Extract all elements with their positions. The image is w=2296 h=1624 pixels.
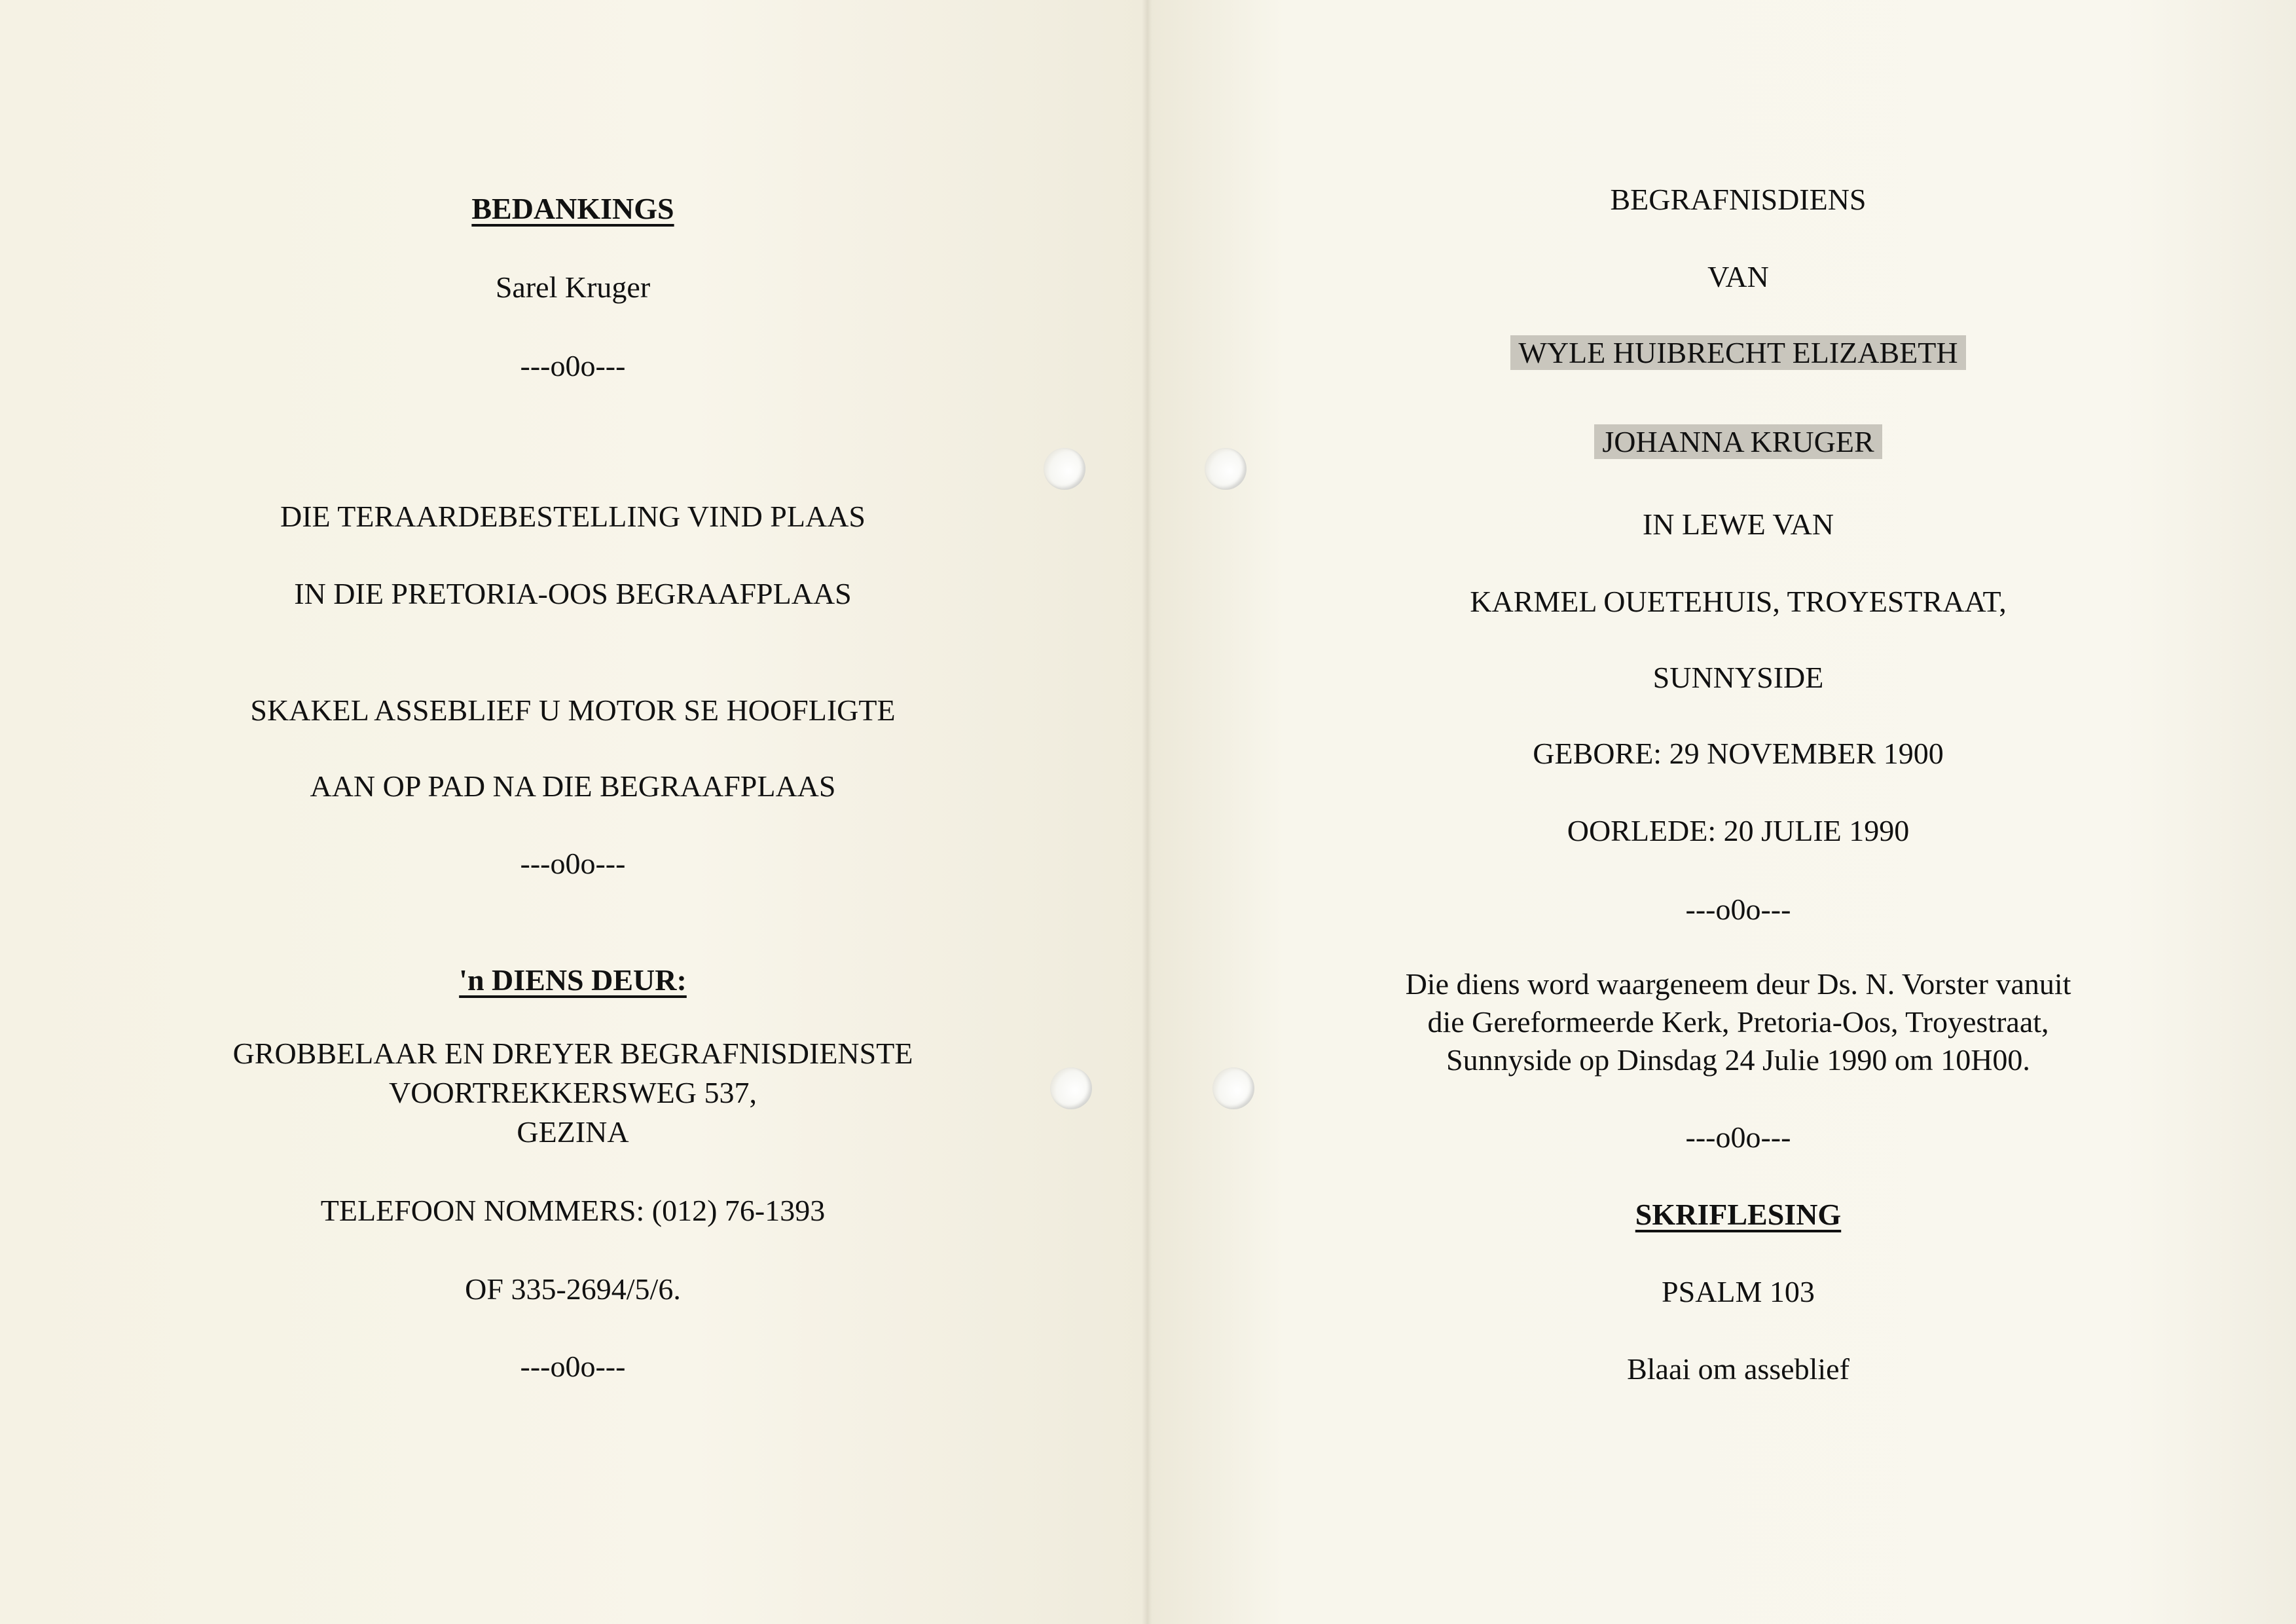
- phone-numbers-alt: OF 335-2694/5/6.: [465, 1272, 681, 1306]
- service-by-heading: 'n DIENS DEUR:: [459, 963, 687, 997]
- page-fold: [1142, 0, 1152, 1624]
- deceased-name-1: WYLE HUIBRECHT ELIZABETH: [1510, 335, 1965, 370]
- left-content: [131, 0, 1015, 1624]
- residence-line-2: SUNNYSIDE: [1652, 661, 1824, 694]
- separator: ---o0o---: [520, 1350, 626, 1383]
- punch-hole-right-top: [1205, 448, 1247, 490]
- burial-line-1: DIE TERAARDEBESTELLING VIND PLAAS: [280, 500, 866, 533]
- headlights-line-2: AAN OP PAD NA DIE BEGRAAFPLAAS: [310, 769, 836, 803]
- right-content: [1283, 0, 2193, 1624]
- punch-hole-left-top: [1044, 448, 1085, 490]
- turn-over-note: Blaai om asseblief: [1627, 1352, 1850, 1386]
- residence-line-1: KARMEL OUETEHUIS, TROYESTRAAT,: [1470, 585, 2007, 618]
- burial-line-2: IN DIE PRETORIA-OOS BEGRAAFPLAAS: [294, 577, 852, 610]
- headlights-line-1: SKAKEL ASSEBLIEF U MOTOR SE HOOFLIGTE: [250, 693, 896, 727]
- funeral-service-title: BEGRAFNISDIENS: [1610, 183, 1867, 216]
- separator: ---o0o---: [520, 349, 626, 382]
- thanks-heading: BEDANKINGS: [471, 192, 674, 225]
- residence-label: IN LEWE VAN: [1642, 507, 1834, 541]
- separator: ---o0o---: [1685, 1120, 1791, 1154]
- company-address-street: VOORTREKKERSWEG 537,: [389, 1076, 757, 1109]
- punch-hole-right-bottom: [1212, 1067, 1254, 1109]
- service-details-3: Sunnyside op Dinsdag 24 Julie 1990 om 10H00.: [1446, 1043, 2030, 1077]
- company-address-suburb: GEZINA: [517, 1115, 629, 1149]
- deceased-name-line-2: [1283, 424, 2193, 459]
- deceased-name-2: JOHANNA KRUGER: [1594, 424, 1882, 459]
- separator: ---o0o---: [1685, 893, 1791, 926]
- thanks-name: Sarel Kruger: [495, 270, 651, 304]
- of-label: VAN: [1707, 260, 1769, 293]
- birth-date: GEBORE: 29 NOVEMBER 1900: [1533, 737, 1944, 770]
- funeral-company: GROBBELAAR EN DREYER BEGRAFNISDIENSTE: [232, 1037, 913, 1070]
- service-details-1: Die diens word waargeneem deur Ds. N. Vorster vanuit: [1405, 967, 2071, 1001]
- psalm-reference: PSALM 103: [1662, 1275, 1815, 1308]
- scripture-reading-heading: SKRIFLESING: [1635, 1198, 1842, 1231]
- phone-numbers: TELEFOON NOMMERS: (012) 76-1393: [320, 1194, 826, 1227]
- deceased-name-line-1: [1283, 335, 2193, 370]
- punch-hole-left-bottom: [1050, 1067, 1092, 1109]
- service-details-2: die Gereformeerde Kerk, Pretoria-Oos, Troyestraat,: [1427, 1005, 2049, 1039]
- separator: ---o0o---: [520, 847, 626, 880]
- death-date: OORLEDE: 20 JULIE 1990: [1567, 814, 1910, 847]
